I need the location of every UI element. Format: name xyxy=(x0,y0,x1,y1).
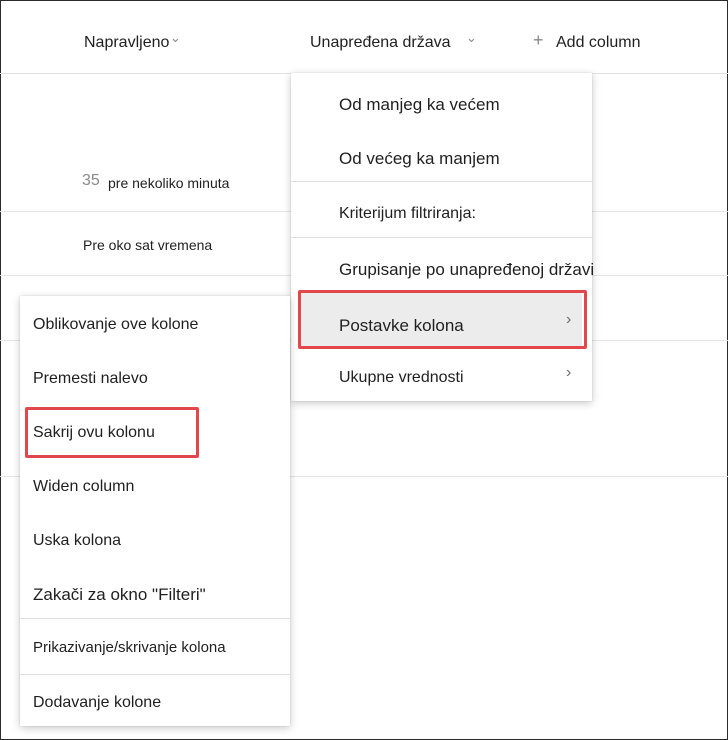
chevron-right-icon: › xyxy=(566,311,572,328)
column-header-state[interactable]: Unapređena država xyxy=(310,34,451,51)
format-column-item[interactable]: Oblikovanje ove kolone xyxy=(33,316,199,333)
pin-to-filters-item[interactable]: Zakači za okno "Filteri" xyxy=(33,585,206,604)
row-number: 35 xyxy=(82,172,100,189)
column-settings-item[interactable]: Postavke kolona xyxy=(339,316,464,335)
totals-item[interactable]: Ukupne vrednosti xyxy=(339,369,464,386)
menu-divider xyxy=(20,674,290,675)
created-cell: pre nekoliko minuta xyxy=(108,175,230,191)
chevron-down-icon[interactable]: ⌄ xyxy=(466,30,477,45)
highlight-box-hide-column xyxy=(25,407,199,458)
chevron-down-icon[interactable]: ⌄ xyxy=(170,30,181,45)
created-cell: Pre oko sat vremena xyxy=(83,237,213,253)
hide-column-item[interactable]: Sakrij ovu kolonu xyxy=(33,424,155,441)
filter-by-item[interactable]: Kriterijum filtriranja: xyxy=(339,205,476,222)
menu-divider xyxy=(20,618,290,619)
add-column-button[interactable]: Add column xyxy=(556,34,641,51)
column-settings-submenu xyxy=(20,296,290,726)
column-header-created[interactable]: Napravljeno xyxy=(84,34,170,51)
group-by-item[interactable]: Grupisanje po unapređenoj državi xyxy=(339,260,595,279)
chevron-right-icon: › xyxy=(566,364,572,381)
menu-divider xyxy=(291,181,592,182)
menu-divider xyxy=(291,237,592,238)
widen-column-item[interactable]: Widen column xyxy=(33,478,135,495)
sort-descending-item[interactable]: Od većeg ka manjem xyxy=(339,149,500,168)
column-menu xyxy=(291,73,595,401)
sort-ascending-item[interactable]: Od manjeg ka većem xyxy=(339,95,500,114)
show-hide-columns-item[interactable]: Prikazivanje/skrivanje kolona xyxy=(33,639,226,656)
move-left-item[interactable]: Premesti nalevo xyxy=(33,370,148,387)
highlight-box-column-settings xyxy=(298,290,587,349)
list-header xyxy=(0,0,728,74)
add-column-item[interactable]: Dodavanje kolone xyxy=(33,694,162,711)
plus-icon[interactable]: + xyxy=(533,30,544,50)
narrow-column-item[interactable]: Uska kolona xyxy=(33,532,122,549)
